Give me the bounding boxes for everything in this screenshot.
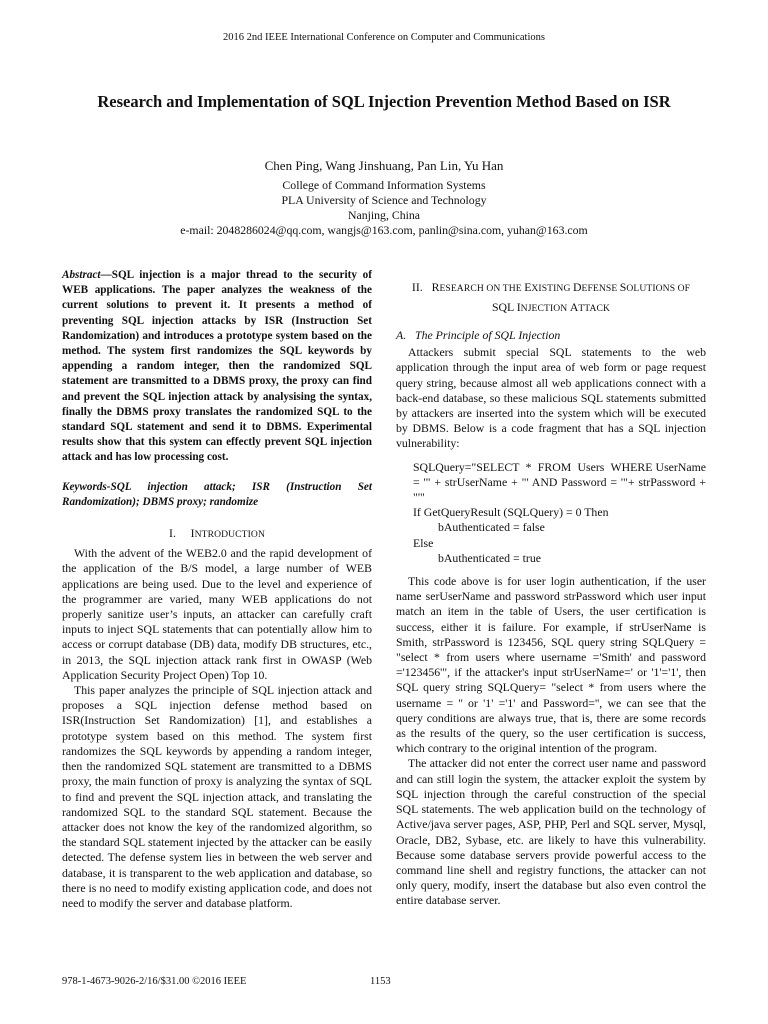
conference-header: 2016 2nd IEEE International Conference on Computer and Communications: [223, 32, 545, 43]
paper-title: Research and Implementation of SQL Injection Prevention Method Based on ISR: [97, 92, 671, 111]
heading-smallcaps: NJECTION: [520, 303, 570, 314]
heading-initial: R: [431, 280, 440, 294]
right-column: [396, 268, 709, 909]
page-number: 1153: [370, 976, 391, 987]
body-paragraph: This code above is for user login authentication, if the user name serUserName and password strPassword which user input match an item in the table of Users, the user certification is success, either it is failure. For example, if strUserName is Smith, strPassword is 123456, SQL query string SQLQuery = "select * from users where username ='Smith' and password ='123456'", if the attacker's input strUserName=' or '1'='1', then SQL query string SQLQuery= "select * from users where the username = '' or '1' ='1' and Password='', we can see that the query conditions are always true, that is, there are some records as the results of the query, so the user certification is success, which contrary to the original intention of the program.: [396, 574, 706, 756]
heading-initial: E: [524, 280, 532, 294]
section-initial: I: [190, 526, 195, 541]
footer-isbn: 978-1-4673-9026-2/16/$31.00 ©2016 IEEE: [62, 976, 247, 987]
body-paragraph: The attacker did not enter the correct user name and password and can still login the system, the attacker exploit the system by SQL injection through the careful construction of the special SQL statements. The web application build on the technology of Active/java server pages, ASP, PHP, Perl and SQL server, Mysql, Oracle, DB2, Sybase, etc. are likely to have this vulnerability. Because some database servers provide powerful access to the command line shell and registry functions, the attacker can not only query, modify, insert the database but also even control the entire database server.: [396, 756, 706, 908]
left-column: [62, 268, 372, 911]
heading-smallcaps: XISTING: [531, 283, 573, 294]
affiliation-line: College of Command Information Systems: [282, 178, 486, 192]
code-line: bAuthenticated = true: [438, 550, 541, 565]
section-title-rest: NTRODUCTION: [194, 529, 265, 541]
code-line: bAuthenticated = false: [438, 520, 545, 535]
section-number: I.: [169, 526, 176, 541]
affiliation-line: Nanjing, China: [347, 208, 421, 222]
section-number: II.: [411, 280, 423, 294]
section-heading-line: [396, 298, 706, 318]
heading-smallcaps: EFENSE: [581, 283, 620, 294]
heading-smallcaps: ESEARCH ON THE: [439, 283, 525, 294]
section-heading-line: [396, 278, 706, 298]
email-line: e-mail: 2048286024@qq.com, wangjs@163.com, panlin@sina.com, yuhan@163.com: [180, 223, 588, 237]
affiliation-line: PLA University of Science and Technology: [281, 193, 487, 207]
code-line: Else: [413, 535, 434, 550]
abstract-dash: —: [100, 269, 112, 281]
section-heading-introduction: [62, 526, 372, 542]
heading-initial: S: [619, 280, 627, 294]
heading-initial: A: [569, 300, 579, 314]
heading-initial: D: [572, 280, 582, 294]
code-fragment: [396, 459, 709, 566]
code-line: SQLQuery="SELECT * FROM Users WHERE UserName = '" + strUserName + "' AND Password = '"+ strPassword + "'": [413, 459, 709, 505]
code-line: If GetQueryResult (SQLQuery) = 0 Then: [413, 505, 609, 520]
section-heading-existing-defense: [396, 278, 706, 318]
keywords: Keywords-SQL injection attack; ISR (Instruction Set Randomization); DBMS proxy; randomize: [62, 480, 372, 508]
author-list: Chen Ping, Wang Jinshuang, Pan Lin, Yu Han: [264, 158, 504, 173]
heading-smallcaps: TTACK: [578, 303, 611, 314]
heading-smallcaps: OLUTIONS OF: [626, 283, 691, 294]
heading-initial: SQL I: [491, 300, 521, 314]
intro-paragraph: This paper analyzes the principle of SQL injection attack and proposes a SQL injection defense method based on ISR(Instruction Set Randomization) [1], and establishes a prototype system based on this method. The system first randomizes the SQL keywords by appending a random integer, then the randomized SQL statement are transmitted to a DBMS proxy, the main function of proxy is analyzing the syntax of SQL to find and prevent the SQL injection attack, and translating the randomized SQL to the standard SQL statement. Because the attacker does not know the key of the randomized algorithm, so the standard SQL statement injected by the attacker can be easily detected. The defense system lies in between the web server and database, it is transparent to the web application and database, so there is no need to modify existing application code, and does not need to modify the server and database platform.: [62, 683, 372, 910]
abstract-body: SQL injection is a major thread to the security of WEB applications. The paper analyzes the weakness of the current solutions to prevent it. It presents a method of preventing SQL injection attacks by ISR (Instruction Set Randomization) and introduces a prototype system based on the method. The system first randomizes the SQL keywords by appending a random integer, then the randomized SQL statement are transmitted to a DBMS proxy, the proxy can find and prevent the SQL injection attack by analysising the syntax, finally the DBMS proxy translates the randomized SQL to the standard SQL statement and send it to DBMS. Experimental results show that this system can effectly prevent SQL injection attack and has low processing cost.: [62, 269, 372, 464]
intro-paragraph: With the advent of the WEB2.0 and the rapid development of the application of the B/S model, a large number of WEB applications are being used. Due to the level and experience of the programmer are varied, many WEB applications do not properly sanitize user’s inputs, an attacker can carefully craft inputs to inject SQL statements that can potentially allow him to access or corrupt database (DB) data, modify DB structures, etc., in 2013, the SQL injection attack rank first in OWASP (Web Application Security Project Open) Top 10.: [62, 546, 372, 682]
abstract-lead: Abstract: [62, 269, 101, 281]
subsection-heading: A. The Principle of SQL Injection: [396, 328, 561, 342]
body-paragraph: Attackers submit special SQL statements to the web application through the input area of web form or page request query string, because almost all web applications connect with a back-end database, so these malicious SQL statements submitted by attackers are inserted into the system which will be executed by DBMS. Below is a code fragment that has a SQL injection vulnerability:: [396, 345, 706, 451]
abstract: [62, 268, 372, 466]
